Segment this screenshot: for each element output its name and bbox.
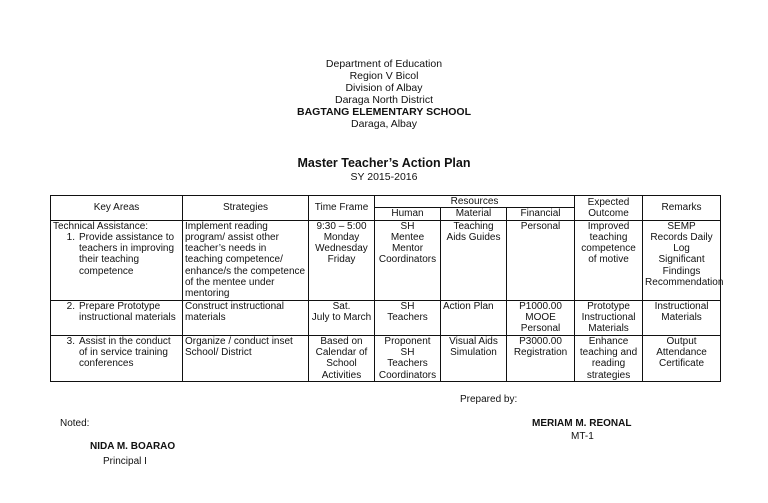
cell-line: Attendance — [656, 346, 707, 358]
human-cell — [375, 335, 441, 381]
noted-role: Principal I — [103, 456, 147, 467]
cell-line: Coordinators — [378, 369, 437, 381]
cell-line: Sat. — [332, 300, 351, 312]
cell-line: Simulation — [450, 346, 497, 358]
cell-line: Instructional — [654, 300, 709, 312]
cell-line: P1000.00 — [519, 300, 562, 312]
cell-line: 9:30 – 5:00 — [316, 220, 367, 232]
remarks-cell — [643, 335, 721, 381]
cell-line: Visual Aids — [449, 335, 498, 347]
table-row — [51, 220, 721, 300]
material-cell — [441, 220, 507, 300]
strategy-cell: Implement reading program/ assist other teacher’s needs in teaching competence/ enhance/s the competence of the mentee under mentoring — [183, 220, 309, 300]
prepared-role: MT-1 — [571, 431, 594, 442]
item-number: 2. — [66, 300, 75, 312]
time-frame-cell — [309, 300, 375, 335]
cell-line: P3000.00 — [519, 335, 562, 347]
col-key-areas: Key Areas — [51, 196, 183, 221]
cell-line: teaching — [589, 231, 628, 243]
prepared-name: MERIAM M. REONAL — [532, 418, 632, 429]
header-line: Region V Bicol — [349, 70, 419, 82]
human-cell — [375, 220, 441, 300]
cell-line: Improved — [587, 220, 630, 232]
cell-line: Teaching — [453, 220, 494, 232]
cell-line: Personal — [520, 323, 561, 335]
cell-line: Output — [666, 335, 697, 347]
cell-line: SH — [400, 300, 415, 312]
human-cell — [375, 300, 441, 335]
cell-line: teaching and — [579, 346, 638, 358]
remarks-cell — [643, 300, 721, 335]
header-line: Division of Albay — [345, 82, 423, 94]
col-resources: Resources — [375, 196, 575, 208]
col-strategies: Strategies — [183, 196, 309, 221]
table-header-row — [51, 196, 721, 208]
key-area-cell — [51, 300, 183, 335]
cell-line: Recommendation — [645, 277, 724, 289]
cell-line: MOOE — [525, 311, 556, 323]
cell-line: of motive — [588, 254, 629, 266]
cell-line: Materials — [661, 311, 702, 323]
cell-line: Coordinators — [378, 254, 437, 266]
key-area-cell — [51, 335, 183, 381]
cell-line: Teachers — [387, 311, 428, 323]
remarks-cell — [643, 220, 724, 300]
table-row — [51, 335, 721, 381]
key-area-text: Provide assistance to teachers in improving their teaching competence — [79, 231, 175, 277]
cell-line: Certificate — [659, 358, 705, 370]
action-plan-table — [50, 195, 724, 382]
cell-line: Activities — [321, 369, 362, 381]
document-title: Master Teacher’s Action Plan — [297, 156, 471, 170]
cell-line: SH — [400, 346, 415, 358]
cell-line: Materials — [588, 323, 629, 335]
outcome-cell — [575, 300, 643, 335]
cell-line: Mentor — [391, 243, 424, 255]
cell-line: Aids Guides — [446, 231, 501, 243]
cell-line: Calendar of — [315, 346, 368, 358]
cell-line: Proponent — [384, 335, 431, 347]
col-time-frame: Time Frame — [309, 196, 375, 221]
material-cell — [441, 300, 507, 335]
table-row — [51, 300, 721, 335]
col-financial: Financial — [507, 208, 575, 220]
cell-line: strategies — [586, 369, 631, 381]
col-human: Human — [375, 208, 441, 220]
time-frame-cell — [309, 220, 375, 300]
key-area-cell — [51, 220, 183, 300]
key-area-text: Assist in the conduct of in service training conferences — [79, 335, 171, 370]
financial-cell — [507, 300, 575, 335]
item-number: 1. — [66, 231, 75, 243]
header-line: Daraga North District — [334, 94, 434, 106]
item-number: 3. — [66, 335, 75, 347]
cell-line: Log — [673, 243, 690, 255]
noted-label: Noted: — [60, 418, 90, 429]
cell-line: Based on — [320, 335, 363, 347]
noted-name: NIDA M. BOARAO — [90, 441, 176, 452]
school-name: BAGTANG ELEMENTARY SCHOOL — [296, 106, 472, 118]
financial-cell — [507, 220, 575, 300]
cell-line: School — [326, 358, 357, 370]
col-material: Material — [441, 208, 507, 220]
cell-line: SEMP — [667, 220, 696, 232]
cell-line: Findings — [662, 265, 701, 277]
outcome-cell — [575, 335, 643, 381]
cell-line: Action Plan — [443, 300, 494, 312]
cell-line: Teachers — [387, 358, 428, 370]
prepared-by-label: Prepared by: — [460, 394, 518, 405]
cell-line: reading — [591, 358, 626, 370]
material-cell — [441, 335, 507, 381]
strategy-cell: Construct instructional materials — [183, 300, 309, 335]
cell-line: Mentee — [390, 231, 425, 243]
cell-line: Wednesday — [315, 243, 368, 255]
outcome-cell — [575, 220, 643, 300]
cell-line: Enhance — [588, 335, 629, 347]
school-location: Daraga, Albay — [351, 118, 417, 130]
school-year: SY 2015-2016 — [350, 171, 418, 183]
col-expected-outcome: Expected Outcome — [575, 196, 643, 221]
financial-cell — [507, 335, 575, 381]
strategy-cell: Organize / conduct inset School/ District — [183, 335, 309, 381]
letterhead — [0, 58, 768, 130]
key-area-text: Prepare Prototype instructional materials — [79, 300, 176, 323]
cell-line: Personal — [520, 220, 561, 232]
cell-line: Registration — [513, 346, 568, 358]
key-area-intro: Technical Assistance: — [53, 220, 149, 232]
col-remarks: Remarks — [643, 196, 721, 221]
header-line: Department of Education — [325, 58, 443, 70]
cell-line: competence — [581, 243, 636, 255]
cell-line: Records Daily — [650, 231, 713, 243]
time-frame-cell — [309, 335, 375, 381]
cell-line: Monday — [323, 231, 360, 243]
cell-line: SH — [400, 220, 415, 232]
cell-line: Friday — [327, 254, 356, 266]
cell-line: Significant — [658, 254, 705, 266]
cell-line: Instructional — [581, 311, 636, 323]
cell-line: July to March — [311, 311, 372, 323]
cell-line: Prototype — [587, 300, 630, 312]
